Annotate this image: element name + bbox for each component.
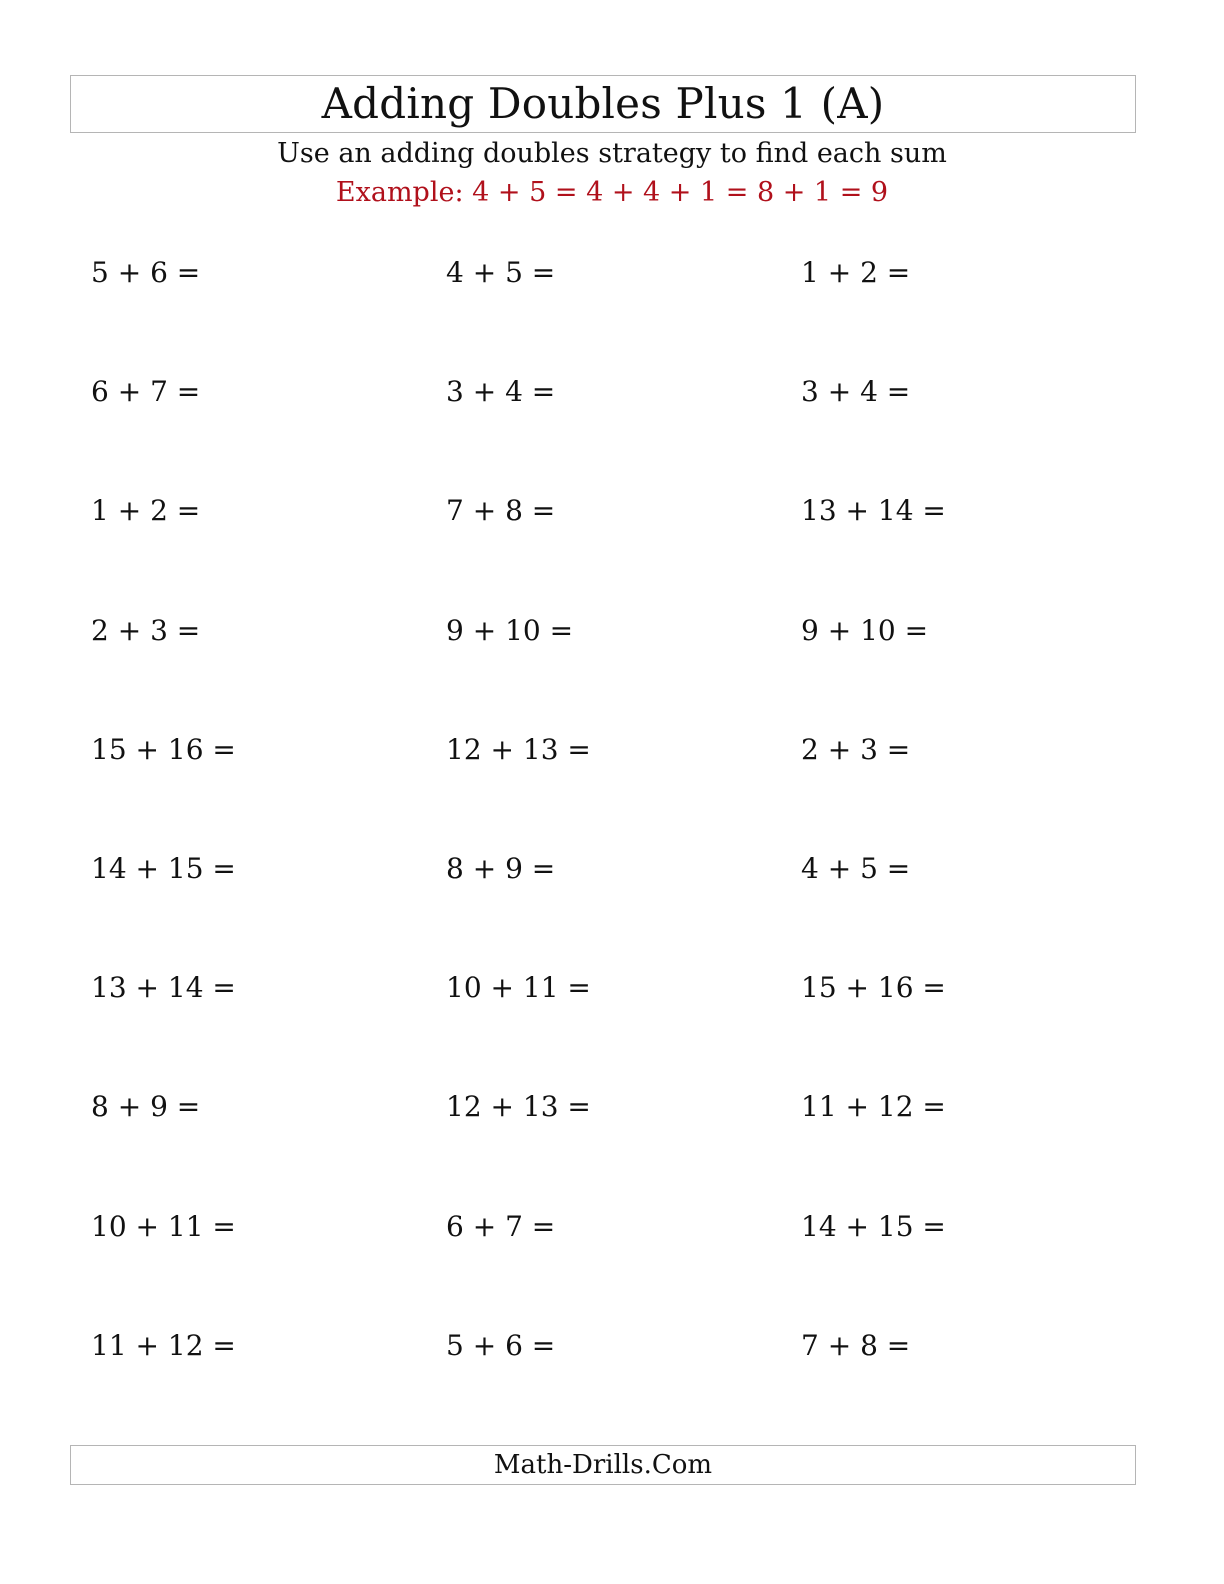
instructions: Use an adding doubles strategy to find each sum (277, 138, 947, 169)
problem: 15 + 16 = (801, 971, 946, 1005)
problem: 11 + 12 = (91, 1328, 236, 1362)
problem: 2 + 3 = (801, 732, 911, 766)
problem: 6 + 7 = (446, 1209, 556, 1243)
problem: 4 + 5 = (801, 851, 911, 885)
problem: 2 + 3 = (91, 613, 201, 647)
problem-grid (91, 255, 1141, 1447)
title-box (70, 75, 1136, 133)
problem: 9 + 10 = (446, 613, 574, 647)
problem: 1 + 2 = (801, 256, 911, 289)
problem: 15 + 16 = (91, 732, 236, 766)
problem: 10 + 11 = (446, 971, 591, 1005)
problem: 6 + 7 = (91, 375, 201, 409)
problem: 5 + 6 = (91, 256, 201, 289)
problem: 7 + 8 = (801, 1328, 911, 1362)
problem: 8 + 9 = (91, 1090, 201, 1124)
problem: 13 + 14 = (91, 971, 236, 1005)
example-line: Example: 4 + 5 = 4 + 4 + 1 = 8 + 1 = 9 (335, 177, 889, 208)
problem: 13 + 14 = (801, 494, 946, 528)
problem: 5 + 6 = (446, 1328, 556, 1362)
problem: 11 + 12 = (801, 1090, 946, 1124)
problem: 12 + 13 = (446, 1090, 591, 1124)
footer-box (70, 1445, 1136, 1485)
problem: 1 + 2 = (91, 494, 201, 528)
problem: 10 + 11 = (91, 1209, 236, 1243)
problem: 7 + 8 = (446, 494, 556, 528)
footer-site-name: Math-Drills.Com (493, 1450, 713, 1480)
problem: 12 + 13 = (446, 732, 591, 766)
problem: 3 + 4 = (446, 375, 556, 409)
problem: 3 + 4 = (801, 375, 911, 409)
problem: 14 + 15 = (91, 851, 236, 885)
problem: 4 + 5 = (446, 256, 556, 289)
problem: 14 + 15 = (801, 1209, 946, 1243)
problem: 8 + 9 = (446, 851, 556, 885)
problem: 9 + 10 = (801, 613, 929, 647)
page-title: Adding Doubles Plus 1 (A) (321, 79, 885, 128)
